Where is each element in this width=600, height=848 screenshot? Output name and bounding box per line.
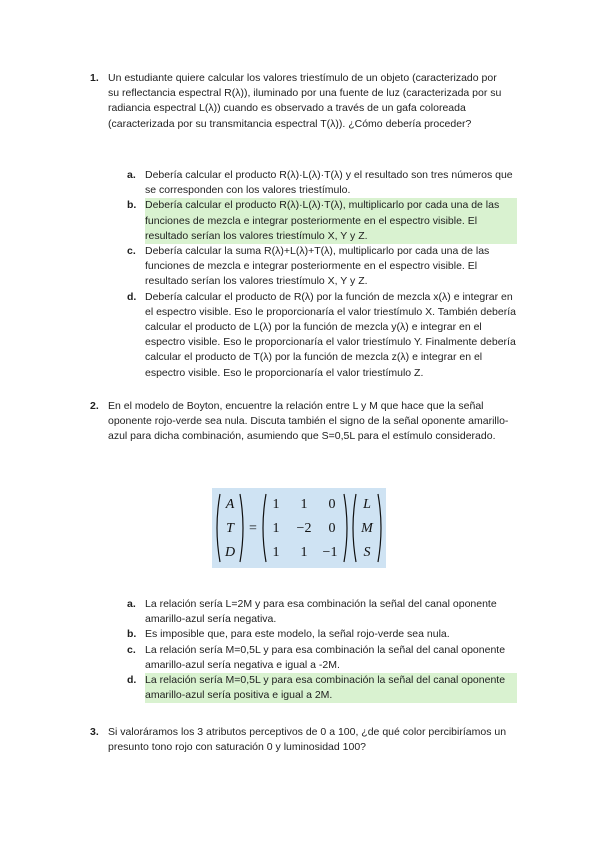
option-text: La relación sería M=0,5L y para esa combinación la señal del canal oponente amarillo-azul sería negativa e igual a -2M. — [145, 643, 506, 671]
question-number: 1. — [90, 72, 99, 84]
vector-t: T — [226, 521, 234, 536]
question-text: Si valoráramos los 3 atributos perceptivos de 0 a 100, ¿de qué color percibiríamos un presunto tono rojo con saturación 0 y luminosidad 100? — [108, 726, 507, 754]
matrix-cell: 1 — [272, 521, 280, 536]
matrix-cell: 0 — [328, 497, 336, 512]
option-1b[interactable] — [127, 198, 517, 244]
question-1 — [90, 71, 510, 132]
question-2 — [90, 399, 510, 445]
matrix-cell: −2 — [296, 521, 312, 536]
matrix-equation — [212, 488, 386, 568]
matrix-cell: 1 — [300, 545, 308, 560]
question-1-options — [127, 168, 517, 381]
option-2d[interactable] — [127, 673, 517, 703]
matrix-cell: 0 — [328, 521, 336, 536]
matrix-cell: −1 — [322, 545, 338, 560]
equals-sign: = — [249, 521, 257, 536]
option-1d[interactable] — [127, 290, 517, 381]
vector-l: L — [363, 497, 371, 512]
vector-m: M — [361, 521, 373, 536]
option-text: La relación sería M=0,5L y para esa combinación la señal del canal oponente amarillo-azul sería positiva e igual a 2M. — [145, 673, 517, 703]
matrix-cell: 1 — [300, 497, 308, 512]
option-letter: a. — [127, 598, 136, 610]
question-text: En el modelo de Boyton, encuentre la relación entre L y M que hace que la señal oponente rojo-verde sea nula. Discuta también el signo de la señal oponente amarillo-azul para dicha combinación, asumiendo que S=0,5L para el estímulo considerado. — [108, 400, 509, 443]
vector-d: D — [224, 545, 236, 560]
option-letter: c. — [127, 245, 136, 258]
option-1c[interactable] — [127, 244, 517, 290]
option-2c[interactable] — [127, 643, 517, 673]
option-text: Debería calcular el producto R(λ)·L(λ)·T(λ), multiplicarlo por cada una de las funciones de mezcla e integrar posteriormente en el espectro visible. El resultado serían los valores triestímulo X, Y y Z. — [145, 198, 517, 244]
option-letter: b. — [127, 628, 137, 641]
option-2b[interactable] — [127, 627, 517, 642]
question-3 — [90, 725, 510, 755]
option-letter: a. — [127, 169, 136, 181]
option-text: La relación sería L=2M y para esa combinación la señal del canal oponente amarillo-azul sería negativa. — [145, 598, 497, 626]
option-letter: c. — [127, 643, 136, 656]
option-letter: b. — [127, 199, 137, 212]
option-letter: d. — [127, 290, 137, 303]
option-text: Debería calcular el producto de R(λ) por la función de mezcla x(λ) e integrar en el espectro visible. Eso le proporcionaría el valor triestímulo X. También debería calcular el producto de L(λ) por la función de mezcla y(λ) e integrar en el espectro visible. Eso le proporcionaría el valor triestímulo Y. Finalmente debería calcular el producto de T(λ) por la función de mezcla z(λ) e integrar en el espectro visible. Eso le proporcionaría el valor triestímulo Z. — [145, 290, 516, 379]
question-number: 3. — [90, 726, 99, 738]
question-number: 2. — [90, 400, 99, 412]
option-text: Debería calcular el producto R(λ)·L(λ)·T(λ) y el resultado son tres números que se corresponden con los valores triestímulo. — [145, 169, 513, 197]
option-letter: d. — [127, 674, 137, 687]
boynton-matrix-figure — [212, 488, 386, 568]
option-text: Es imposible que, para este modelo, la señal rojo-verde sea nula. — [145, 628, 450, 641]
vector-s: S — [363, 545, 371, 560]
question-text: Un estudiante quiere calcular los valores triestímulo de un objeto (caracterizado por su reflectancia espectral R(λ)), iluminado por una fuente de luz (caracterizada por su radiancia espectral L(λ)) cuando es observado a través de un gafa coloreada (caracterizada por su transmitancia espectral T(λ)). ¿Cómo debería proceder? — [108, 72, 502, 130]
matrix-cell: 1 — [272, 497, 280, 512]
option-2a[interactable] — [127, 597, 517, 627]
option-1a[interactable] — [127, 168, 517, 198]
question-2-options — [127, 597, 517, 703]
vector-a: A — [225, 497, 235, 512]
option-text: Debería calcular la suma R(λ)+L(λ)+T(λ), multiplicarlo por cada una de las funciones de mezcla e integrar posteriormente en el espectro visible. El resultado serían los valores triestímulo X, Y y Z. — [145, 245, 490, 288]
matrix-cell: 1 — [272, 545, 280, 560]
